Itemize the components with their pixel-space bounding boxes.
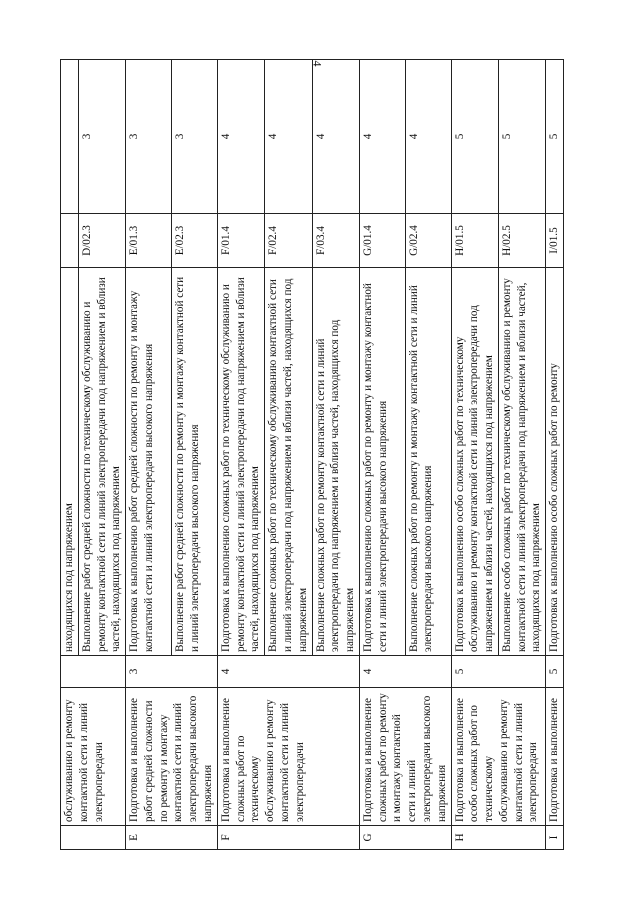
labor-function-name: Выполнение работ средней сложности по техническому обслуживанию и ремонту контактной сети и линий электропередачи под напряжением и вблизи частей, находящихся под напряжением bbox=[78, 268, 125, 656]
generalized-function-title: Подготовка и выполнение работ средней сложности по ремонту и монтажу контактной сети и линий электропередачи высокого напряжения bbox=[126, 688, 218, 826]
qualification-level: 5 bbox=[546, 656, 564, 688]
rotated-table-container bbox=[60, 60, 603, 850]
qualification-table bbox=[60, 59, 564, 850]
labor-function-level: 5 bbox=[451, 60, 498, 214]
generalized-function-title: обслуживанию и ремонту контактной сети и линий электропередачи bbox=[61, 688, 126, 826]
qualification-level bbox=[61, 656, 126, 688]
labor-function-code: F/01.4 bbox=[217, 214, 264, 268]
labor-function-level: 3 bbox=[126, 60, 172, 214]
labor-function-name: Подготовка к выполнению сложных работ по техническому обслуживанию и ремонту контактной сети и линий электропередачи под напряжением и вблизи частей, находящихся под напряжением bbox=[217, 268, 264, 656]
generalized-function-title: Подготовка и выполнение особо сложных работ по техническому обслуживанию и ремонту контактной сети и линий электропередачи bbox=[451, 688, 546, 826]
generalized-function-code bbox=[61, 826, 126, 850]
labor-function-name: Выполнение сложных работ по ремонту контактной сети и линий электропередачи под напряжением и вблизи частей, находящихся под напряжением bbox=[312, 268, 359, 656]
table-row bbox=[61, 60, 79, 850]
labor-function-level bbox=[61, 60, 79, 214]
qualification-level: 5 bbox=[451, 656, 546, 688]
generalized-function-code: F bbox=[217, 826, 359, 850]
labor-function-name: находящихся под напряжением bbox=[61, 268, 79, 656]
labor-function-code: H/01.5 bbox=[451, 214, 498, 268]
table-row bbox=[546, 60, 564, 850]
qualification-level: 3 bbox=[126, 656, 218, 688]
labor-function-name: Выполнение сложных работ по ремонту и монтажу контактной сети и линий электропередачи высокого напряжения bbox=[405, 268, 451, 656]
table-body bbox=[61, 60, 564, 850]
labor-function-level: 4 bbox=[217, 60, 264, 214]
table-row bbox=[359, 60, 405, 850]
labor-function-level: 3 bbox=[78, 60, 125, 214]
labor-function-code: F/03.4 bbox=[312, 214, 359, 268]
generalized-function-code: I bbox=[546, 826, 564, 850]
rotated-page-frame bbox=[60, 60, 603, 850]
labor-function-name: Выполнение сложных работ по техническому обслуживанию контактной сети и линий электропередачи под напряжением и вблизи частей, находящихся под напряжением bbox=[265, 268, 312, 656]
table-row bbox=[451, 60, 498, 850]
generalized-function-title: Подготовка и выполнение сложных работ по ремонту и монтажу контактной сети и линий электропередачи высокого напряжения bbox=[359, 688, 451, 826]
labor-function-name: Выполнение особо сложных работ по техническому обслуживанию и ремонту контактной сети и линий электропередачи под напряжением и вблизи частей, находящихся под напряжением bbox=[498, 268, 545, 656]
generalized-function-code: G bbox=[359, 826, 451, 850]
page-number: 4 bbox=[310, 60, 325, 67]
generalized-function-code: E bbox=[126, 826, 218, 850]
labor-function-level: 4 bbox=[265, 60, 312, 214]
labor-function-level: 5 bbox=[498, 60, 545, 214]
labor-function-name: Подготовка к выполнению сложных работ по ремонту и монтажу контактной сети и линий электропередачи высокого напряжения bbox=[359, 268, 405, 656]
labor-function-code: I/01.5 bbox=[546, 214, 564, 268]
labor-function-name: Подготовка к выполнению особо сложных работ по техническому обслуживанию и ремонту контактной сети и линий электропередачи под напряжением и вблизи частей, находящихся под напряжением bbox=[451, 268, 498, 656]
labor-function-name: Выполнение работ средней сложности по ремонту и монтажу контактной сети и линий электропередачи высокого напряжения bbox=[171, 268, 217, 656]
labor-function-code: D/02.3 bbox=[78, 214, 125, 268]
labor-function-code: E/01.3 bbox=[126, 214, 172, 268]
generalized-function-title: Подготовка и выполнение bbox=[546, 688, 564, 826]
qualification-level: 4 bbox=[217, 656, 359, 688]
qualification-level: 4 bbox=[359, 656, 451, 688]
labor-function-code: H/02.5 bbox=[498, 214, 545, 268]
labor-function-level: 3 bbox=[171, 60, 217, 214]
labor-function-code: G/02.4 bbox=[405, 214, 451, 268]
table-row bbox=[217, 60, 264, 850]
labor-function-level: 4 bbox=[359, 60, 405, 214]
labor-function-level: 4 bbox=[405, 60, 451, 214]
labor-function-level: 5 bbox=[546, 60, 564, 214]
labor-function-code: F/02.4 bbox=[265, 214, 312, 268]
generalized-function-code: H bbox=[451, 826, 546, 850]
labor-function-code: G/01.4 bbox=[359, 214, 405, 268]
labor-function-code: E/02.3 bbox=[171, 214, 217, 268]
labor-function-code bbox=[61, 214, 79, 268]
labor-function-name: Подготовка к выполнению работ средней сложности по ремонту и монтажу контактной сети и линий электропередачи высокого напряжения bbox=[126, 268, 172, 656]
table-row bbox=[126, 60, 172, 850]
labor-function-level: 4 bbox=[312, 60, 359, 214]
labor-function-name: Подготовка к выполнению особо сложных работ по ремонту bbox=[546, 268, 564, 656]
generalized-function-title: Подготовка и выполнение сложных работ по техническому обслуживанию и ремонту контактной сети и линий электропередачи bbox=[217, 688, 359, 826]
